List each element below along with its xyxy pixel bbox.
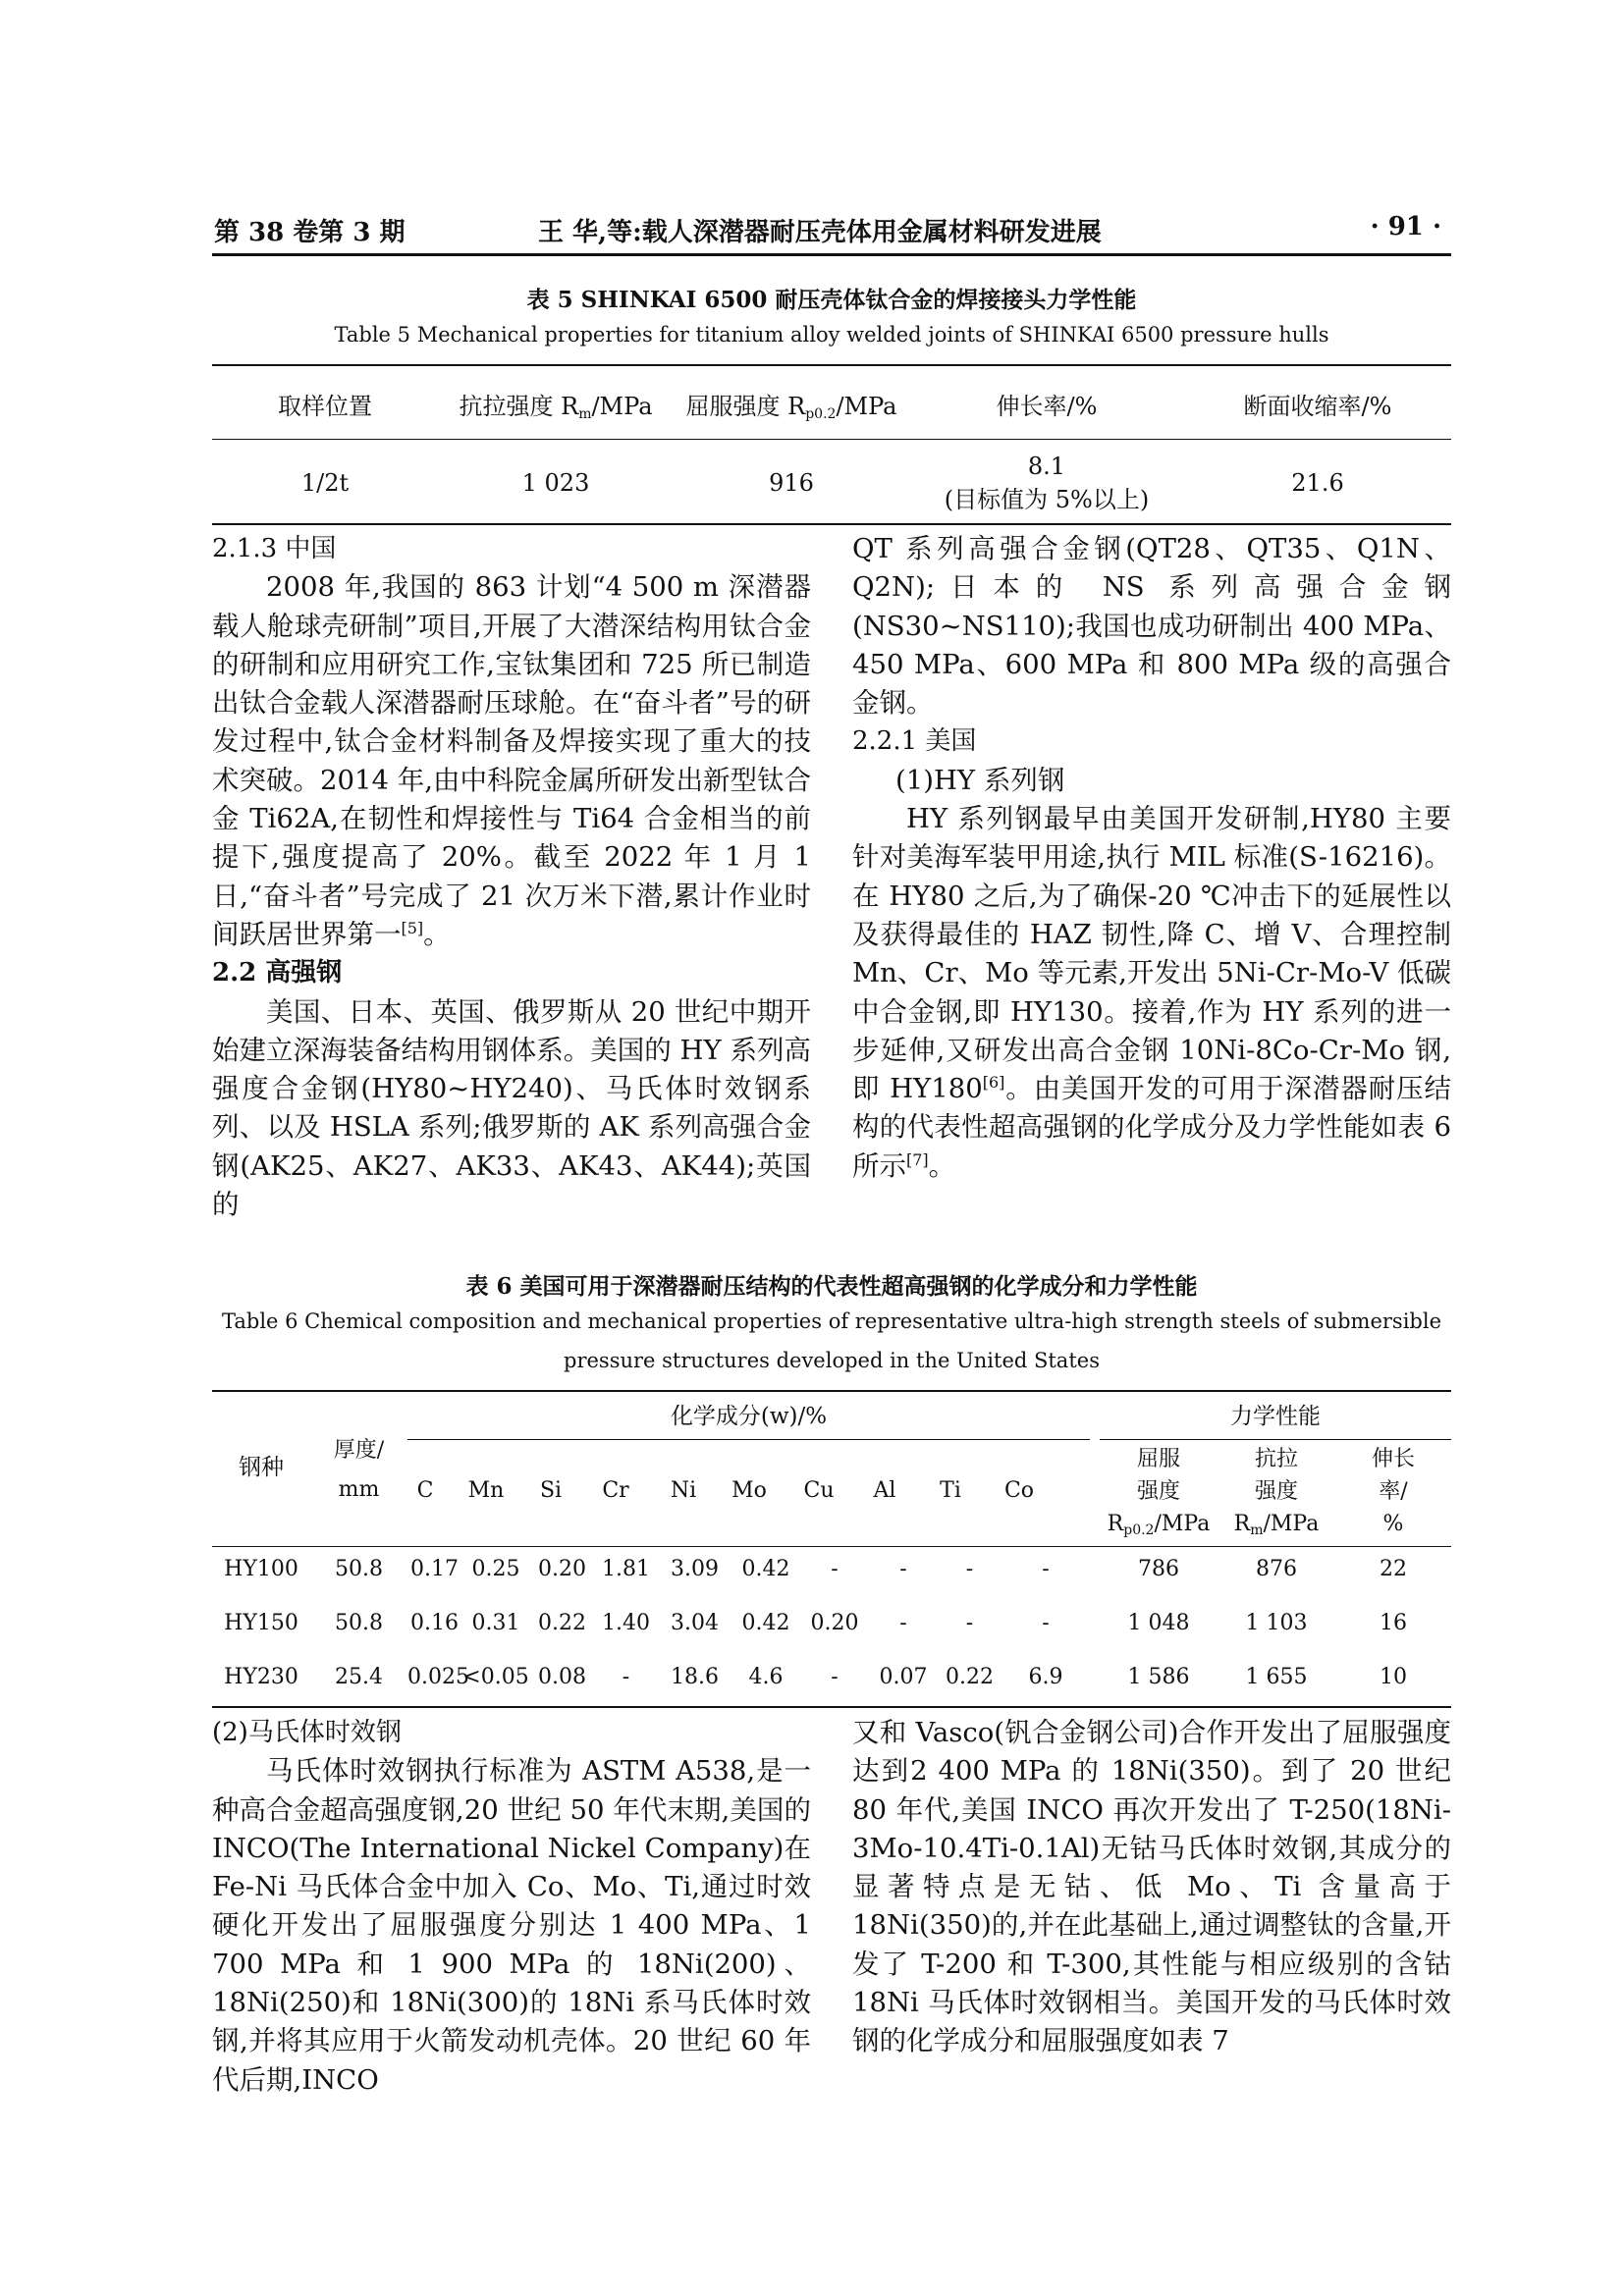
- table-cell: <0.05: [462, 1665, 529, 1689]
- table-cell: HY150: [224, 1611, 298, 1635]
- issue-label: 第 38 卷第 3 期: [214, 218, 406, 247]
- citation-6: [6]: [982, 1073, 1005, 1093]
- table-cell: 3.04: [671, 1611, 719, 1635]
- paragraph-hy-steel: HY 系列钢最早由美国开发研制,HY80 主要针对美海军装甲用途,执行 MIL 标准(S-16216)。在 HY80 之后,为了确保-20 ℃冲击下的延展性以及获得最佳的 HAZ 韧性,降 C、增 V、合理控制 Mn、Cr、Mo 等元素,开发出 5Ni-Cr-Mo-V 低碳中合金钢,即 HY130。接着,作为 HY 系列的进一步延伸,又研发出高合金钢 10Ni-8Co-Cr-Mo 钢,即 HY180[6]。由美国开发的可用于深潜器耐压结构的代表性超高强钢的化学成分及力学性能如表 6 所示[7]。: [852, 803, 1451, 1182]
- t6-h-element: Mo: [731, 1478, 767, 1503]
- t6-h-element: Co: [1003, 1478, 1035, 1503]
- table6-caption-cn: 表 6 美国可用于深潜器耐压结构的代表性超高强钢的化学成分和力学性能: [465, 1273, 1198, 1300]
- table6-bottom-rule: [212, 1706, 1451, 1708]
- table-cell: 0.31: [471, 1611, 520, 1635]
- citation-5: [5]: [401, 918, 424, 937]
- table-cell: 0.22: [538, 1611, 586, 1635]
- t6-h-element: C: [416, 1478, 434, 1503]
- t5-tensile: 1 023: [521, 469, 590, 497]
- paragraph-high-strength-steel: 美国、日本、英国、俄罗斯从 20 世纪中期开始建立深海装备结构用钢体系。美国的 HY 系列高强度合金钢(HY80~HY240)、马氏体时效钢系列、以及 HSLA 系列;俄罗斯的 AK 系列高强合金钢(AK25、AK27、AK33、AK43、AK44);英国的: [212, 995, 811, 1221]
- table5-caption-en: Table 5 Mechanical properties for titanium alloy welded joints of SHINKAI 6500 pressure hulls: [334, 323, 1329, 347]
- table-cell: 0.25: [471, 1557, 520, 1581]
- paragraph-maraging-continued: 又和 Vasco(钒合金钢公司)合作开发出了屈服强度达到2 400 MPa 的 18Ni(350)。到了 20 世纪 80 年代,美国 INCO 再次开发出了 T-250(18Ni-3Mo-10.4Ti-0.1Al)无钴马氏体时效钢,其成分的显著特点是无钴、低 Mo、Ti 含量高于 18Ni(350)的,并在此基础上,通过调整钛的含量,开发了 T-200 和 T-300,其性能与相应级别的含钴 18Ni 马氏体时效钢相当。美国开发的马氏体时效钢的化学成分和屈服强度如表 7: [852, 1717, 1451, 2057]
- t6-h-chem: 化学成分(w)/%: [670, 1404, 828, 1429]
- table-cell: -: [965, 1611, 974, 1635]
- table6-caption-en-line2: pressure structures developed in the United States: [564, 1349, 1100, 1372]
- table-cell: -: [831, 1557, 839, 1581]
- page-number: · 91 ·: [1370, 212, 1441, 241]
- table-cell: 6.9: [1028, 1665, 1063, 1689]
- citation-7: [7]: [906, 1149, 929, 1169]
- table-row: [212, 441, 1451, 525]
- t6-h-element: Ni: [670, 1478, 697, 1503]
- table-cell: -: [622, 1665, 630, 1689]
- header-rule: [212, 253, 1451, 256]
- table-cell: 0.17: [410, 1557, 459, 1581]
- table6-header-rule: [212, 1546, 1451, 1547]
- t5-position: 1/2t: [300, 469, 350, 497]
- t6-h-steel: 钢种: [239, 1455, 284, 1480]
- table5-caption-cn: 表 5 SHINKAI 6500 耐压壳体钛合金的焊接接头力学性能: [526, 287, 1137, 313]
- t5-h-tensile: 抗拉强度 $R_m$/MPa: [459, 392, 653, 422]
- table-cell: 25.4: [335, 1665, 383, 1689]
- table-cell: -: [965, 1557, 974, 1581]
- table-cell: 1 655: [1245, 1665, 1308, 1689]
- right-column-upper: [852, 530, 1451, 1186]
- section-heading-2-1-3: 2.1.3 中国: [212, 534, 337, 563]
- section-heading-2-2: 2.2 高强钢: [212, 958, 343, 988]
- table6-caption-en-line1: Table 6 Chemical composition and mechanical properties of representative ultra-high strength steels of submersible: [221, 1309, 1442, 1333]
- table-cell: 3.09: [671, 1557, 719, 1581]
- t6-h-mech-col: 抗拉 强度 $R_m$/MPa: [1233, 1447, 1320, 1538]
- table-cell: 0.20: [538, 1557, 586, 1581]
- table-cell: 22: [1380, 1557, 1407, 1581]
- table6-mech-rule: [1100, 1439, 1451, 1440]
- table-cell: 876: [1256, 1557, 1297, 1581]
- table-cell: HY230: [224, 1665, 298, 1689]
- running-head: [214, 212, 1449, 251]
- table-cell: -: [899, 1557, 907, 1581]
- table-cell: 1 586: [1127, 1665, 1190, 1689]
- table-cell: -: [1042, 1557, 1050, 1581]
- article-title: 王 华,等:载人深潜器耐压壳体用金属材料研发进展: [538, 218, 1102, 247]
- table6-top-rule: [212, 1390, 1451, 1392]
- t6-h-element: Cu: [803, 1478, 835, 1503]
- t6-h-mech-col: 屈服 强度 $R_{p0.2}$/MPa: [1107, 1447, 1211, 1538]
- left-column-lower: [212, 1714, 811, 2100]
- table-cell: 0.08: [538, 1665, 586, 1689]
- t5-h-position: 取样位置: [278, 392, 372, 420]
- t6-h-mech-col: 伸长 率/ %: [1371, 1447, 1415, 1536]
- subheading-hy-steel: (1)HY 系列钢: [895, 764, 1065, 796]
- paragraph-china: 2008 年,我国的 863 计划“4 500 m 深潜器载人舱球壳研制”项目,开展了大潜深结构用钛合金的研制和应用研究工作,宝钛集团和 725 所已制造出钛合金载人深潜器耐压球舱。在“奋斗者”号的研发过程中,钛合金材料制备及焊接实现了重大的技术突破。2014 年,由中科院金属所研发出新型钛合金 Ti62A,在韧性和焊接性与 Ti64 合金相当的前提下,强度提高了 20%。截至 2022 年 1 月 1 日,“奋斗者”号完成了 21 次万米下潜,累计作业时间跃居世界第一[5]。: [212, 571, 811, 950]
- t5-yield: 916: [769, 469, 814, 497]
- table-cell: 4.6: [748, 1665, 784, 1689]
- t6-h-element: Ti: [940, 1478, 961, 1503]
- t5-h-reduction: 断面收缩率/%: [1243, 392, 1392, 420]
- t6-h-element: Cr: [602, 1478, 629, 1503]
- subheading-maraging-steel: (2)马氏体时效钢: [212, 1718, 402, 1747]
- table5: [212, 366, 1451, 525]
- table-cell: 50.8: [335, 1557, 383, 1581]
- table-cell: HY100: [224, 1557, 298, 1581]
- paragraph-maraging-steel: 马氏体时效钢执行标准为 ASTM A538,是一种高合金超高强度钢,20 世纪 50 年代末期,美国的 INCO(The International Nickel Company)在 Fe-Ni 马氏体合金中加入 Co、Mo、Ti,通过时效硬化开发出了屈服强度分别达 1 400 MPa、1 700 MPa 和 1 900 MPa 的 18Ni(200)、18Ni(250)和 18Ni(300)的 18Ni 系马氏体时效钢,并将其应用于火箭发动机壳体。20 世纪 60 年代后期,INCO: [212, 1755, 811, 2096]
- right-column-lower: [852, 1714, 1451, 2061]
- table-cell: 0.20: [810, 1611, 859, 1635]
- table-cell: -: [831, 1665, 839, 1689]
- table-cell: 10: [1380, 1665, 1407, 1689]
- t5-h-elongation: 伸长率/%: [996, 392, 1098, 420]
- t6-h-element: Si: [539, 1478, 563, 1503]
- table-cell: 1.81: [602, 1557, 650, 1581]
- t5-reduction: 21.6: [1291, 469, 1344, 497]
- t6-h-element: Mn: [467, 1478, 505, 1503]
- table-cell: 50.8: [335, 1611, 383, 1635]
- t6-h-mech: 力学性能: [1230, 1404, 1321, 1429]
- table-cell: 0.42: [741, 1557, 790, 1581]
- table-cell: 16: [1380, 1611, 1407, 1635]
- table-cell: 0.07: [879, 1665, 928, 1689]
- table-cell: 1 103: [1245, 1611, 1308, 1635]
- table-cell: 0.16: [410, 1611, 459, 1635]
- t5-h-yield: 屈服强度 $R_{p0.2}$/MPa: [685, 392, 897, 422]
- table-cell: 18.6: [671, 1665, 719, 1689]
- t6-h-element: Al: [873, 1478, 896, 1503]
- table-cell: 0.025: [407, 1665, 469, 1689]
- table-cell: 1 048: [1127, 1611, 1190, 1635]
- table5-header-row: [212, 366, 1451, 441]
- table-cell: 1.40: [602, 1611, 650, 1635]
- left-column-upper: [212, 530, 811, 1224]
- table6-chem-rule: [407, 1439, 1090, 1440]
- paragraph-steel-continued: QT 系列高强合金钢(QT28、QT35、Q1N、Q2N);日本的 NS 系列高强合金钢(NS30~NS110);我国也成功研制出 400 MPa、450 MPa、600 MPa 和 800 MPa 级的高强合金钢。: [852, 533, 1451, 720]
- table-cell: -: [1042, 1611, 1050, 1635]
- table-cell: -: [899, 1611, 907, 1635]
- table-cell: 786: [1138, 1557, 1179, 1581]
- t5-elongation: 8.1 (目标值为 5%以上): [944, 452, 1150, 513]
- table-cell: 0.22: [946, 1665, 994, 1689]
- table-cell: 0.42: [741, 1611, 790, 1635]
- t6-h-thickness: 厚度/ mm: [333, 1438, 385, 1502]
- section-heading-2-2-1: 2.2.1 美国: [852, 726, 977, 757]
